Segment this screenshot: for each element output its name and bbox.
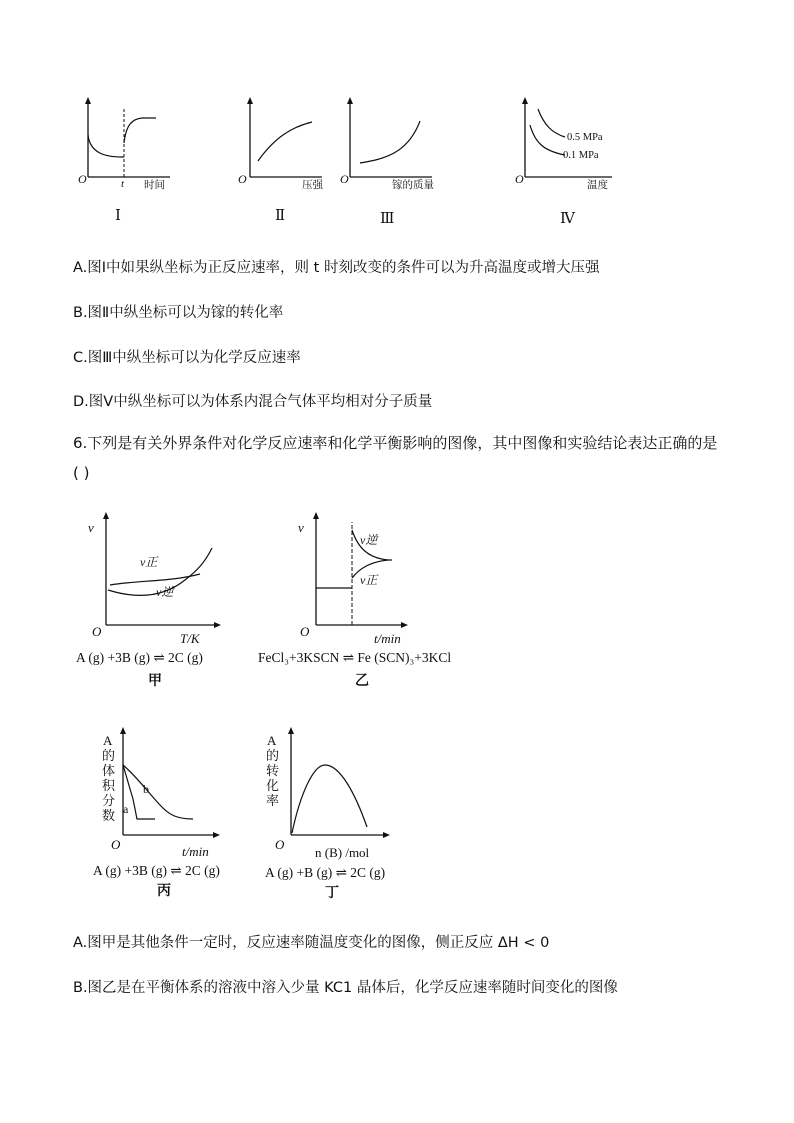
bing-y-label-6: 数 <box>102 808 116 823</box>
bing-y-label-2: 的 <box>102 748 116 763</box>
figure-row-2 <box>70 510 490 695</box>
graph-3-y-arrow <box>347 97 353 104</box>
graph-1-curve-after <box>124 118 156 143</box>
ding-equation: A (g) +B (g) ⇌ 2C (g) <box>265 865 386 880</box>
jia-v-forward: v正 <box>140 555 158 569</box>
q5-option-c: C.图Ⅲ中纵坐标可以为化学反应速率 <box>73 350 301 366</box>
graph-3-x-label: 镓的质量 <box>392 179 434 191</box>
bing-origin: O <box>111 837 121 852</box>
graph-4-roman: Ⅳ <box>560 211 575 227</box>
question-6-stem: 6.下列是有关外界条件对化学反应速率和化学平衡影响的图像，其中图像和实验结论表达正确的是( ) <box>73 434 718 482</box>
graph-2-origin: O <box>238 172 247 186</box>
jia-x-arrow <box>214 622 221 628</box>
graph-3-curve <box>360 121 420 163</box>
q5-option-d: D.图Ⅴ中纵坐标可以为体系内混合气体平均相对分子质量 <box>73 394 433 410</box>
q5-option-a: A.图Ⅰ中如果纵坐标为正反应速率，则 t 时刻改变的条件可以为升高温度或增大压强 <box>73 260 600 276</box>
yi-equation: FeCl₃+3KSCN ⇌ Fe (SCN)₃+3KCl <box>258 650 452 665</box>
bing-label-a: a <box>123 802 129 816</box>
graph-1 <box>78 97 170 224</box>
bing-label-b: b <box>143 782 149 796</box>
figure-row-3 <box>85 725 425 905</box>
jia-equation: A (g) +3B (g) ⇌ 2C (g) <box>76 650 203 665</box>
ding-y-label-1: A <box>267 733 277 748</box>
yi-origin: O <box>300 624 310 639</box>
graph-1-curve-before <box>88 135 124 157</box>
q6-option-b: B.图乙是在平衡体系的溶液中溶入少量 KC1 晶体后，化学反应速率随时间变化的图像 <box>73 980 618 996</box>
graph-3-origin: O <box>340 172 349 186</box>
jia-y-label: v <box>88 520 94 535</box>
fig-ding <box>265 727 390 901</box>
q5-option-b: B.图Ⅱ中纵坐标可以为镓的转化率 <box>73 305 284 321</box>
graph-4-y-arrow <box>522 97 528 104</box>
ding-x-arrow <box>383 832 390 838</box>
yi-y-arrow <box>313 512 319 519</box>
ding-y-label-2: 的 <box>266 748 280 763</box>
ding-x-label: n (B) /mol <box>315 845 370 860</box>
fig-yi <box>258 512 451 689</box>
bing-y-label-3: 体 <box>102 763 116 778</box>
jia-y-arrow <box>103 512 109 519</box>
graph-1-roman: Ⅰ <box>115 208 121 224</box>
ding-caption: 丁 <box>325 886 339 901</box>
graph-2-x-label: 压强 <box>302 179 323 191</box>
graph-4-label-high: 0.5 MPa <box>567 132 603 143</box>
yi-caption: 乙 <box>355 674 369 689</box>
graph-4-origin: O <box>515 172 524 186</box>
ding-y-label-5: 率 <box>266 793 280 808</box>
bing-equation: A (g) +3B (g) ⇌ 2C (g) <box>93 863 220 878</box>
graph-2-roman: Ⅱ <box>275 208 286 224</box>
graph-4-x-label: 温度 <box>587 179 608 191</box>
graph-1-origin: O <box>78 172 87 186</box>
yi-y-label: v <box>298 520 304 535</box>
graph-2 <box>238 97 323 224</box>
graph-3-roman: Ⅲ <box>380 211 395 227</box>
figure-row-1 <box>60 95 660 235</box>
q6-option-a: A.图甲是其他条件一定时，反应速率随温度变化的图像，侧正反应 ΔH < 0 <box>73 935 550 951</box>
bing-curve-b <box>123 765 193 819</box>
yi-x-arrow <box>401 622 408 628</box>
ding-y-arrow <box>288 727 294 734</box>
ding-curve <box>292 765 367 833</box>
graph-4-curve-high <box>538 109 565 137</box>
fig-jia <box>76 512 221 689</box>
fig-bing <box>93 727 220 899</box>
jia-caption: 甲 <box>148 674 162 689</box>
graph-1-t-label: t <box>121 178 125 190</box>
graph-1-y-arrow <box>85 97 91 104</box>
graph-2-curve <box>258 122 312 161</box>
jia-v-reverse: v逆 <box>156 585 174 599</box>
bing-caption: 丙 <box>157 884 171 899</box>
jia-x-label: T/K <box>180 631 200 646</box>
ding-origin: O <box>275 837 285 852</box>
yi-v-reverse: v逆 <box>360 533 378 547</box>
graph-4 <box>515 97 612 227</box>
graph-4-curve-low <box>530 125 565 155</box>
jia-origin: O <box>92 624 102 639</box>
bing-y-arrow <box>120 727 126 734</box>
bing-x-arrow <box>213 832 220 838</box>
ding-y-label-4: 化 <box>266 778 280 793</box>
graph-3 <box>340 97 434 227</box>
yi-v-forward: v正 <box>360 573 378 587</box>
graph-1-x-label: 时间 <box>144 179 165 191</box>
bing-y-label-1: A <box>103 733 113 748</box>
bing-x-label: t/min <box>182 844 209 859</box>
bing-y-label-4: 积 <box>102 778 116 793</box>
graph-2-y-arrow <box>247 97 253 104</box>
bing-y-label-5: 分 <box>102 793 116 808</box>
yi-x-label: t/min <box>374 631 401 646</box>
graph-4-label-low: 0.1 MPa <box>563 150 599 161</box>
ding-y-label-3: 转 <box>266 763 280 778</box>
